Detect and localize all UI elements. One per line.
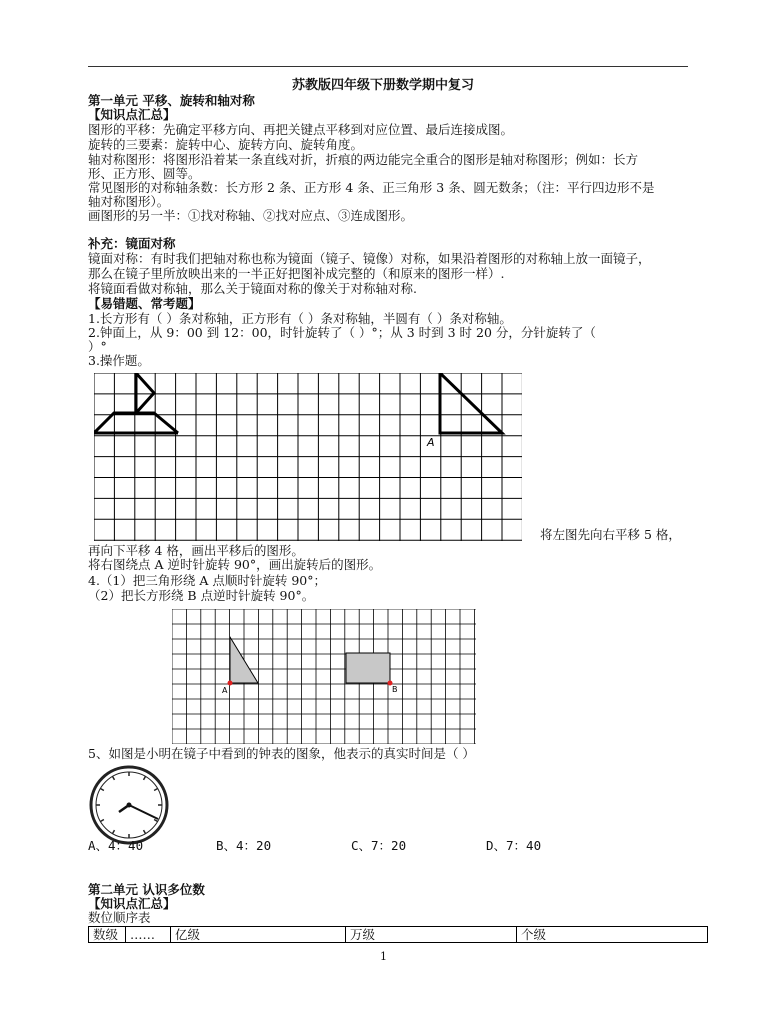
question-1: 1.长方形有（ ）条对称轴，正方形有（ ）条对称轴，半圆有（ ）条对称轴。 — [88, 311, 512, 326]
question-3-line3: 将右图绕点 A 逆时针旋转 90°，画出旋转后的图形。 — [88, 557, 382, 572]
question-4b: （2）把长方形绕 B 点逆时针旋转 90°。 — [88, 588, 315, 603]
supplement-title: 补充：镜面对称 — [88, 236, 176, 251]
knowledge-line: 图形的平移：先确定平移方向、再把关键点平移到对应位置、最后连接成图。 — [88, 122, 514, 137]
point-a-marker — [228, 681, 233, 686]
page-title: 苏教版四年级下册数学期中复习 — [292, 78, 475, 93]
unit2-knowledge-heading: 【知识点汇总】 — [88, 896, 176, 911]
mirror-clock — [88, 764, 170, 846]
rotation-grid — [172, 609, 476, 744]
question-4a: 4.（1）把三角形绕 A 点顺时针旋转 90°； — [88, 573, 326, 588]
supplement-line: 那么在镜子里所放映出来的一半正好把图补成完整的（和原来的图形一样）. — [88, 266, 505, 281]
place-value-table — [88, 926, 708, 943]
place-value-table-caption: 数位顺序表 — [88, 910, 151, 925]
point-a-label: A — [222, 686, 228, 695]
knowledge-line: 旋转的三要素：旋转中心、旋转方向、旋转角度。 — [88, 137, 364, 152]
table-row — [89, 927, 708, 943]
knowledge-line: 画图形的另一半：①找对称轴、②找对应点、③连成图形。 — [88, 208, 414, 223]
option-d: D、7：40 — [486, 838, 542, 853]
right-triangle-shape — [440, 373, 502, 433]
table-cell: 个级 — [517, 927, 708, 943]
table-cell: …… — [126, 927, 171, 943]
question-3-line2: 再向下平移 4 格，画出平移后的图形。 — [88, 543, 304, 558]
header-rule — [88, 66, 688, 67]
unit1-knowledge-heading: 【知识点汇总】 — [88, 107, 176, 122]
unit2-title: 第二单元 认识多位数 — [88, 882, 205, 897]
unit1-title: 第一单元 平移、旋转和轴对称 — [88, 93, 255, 108]
grid-lines — [94, 373, 522, 541]
errors-heading: 【易错题、常考题】 — [88, 296, 201, 311]
option-c: C、7：20 — [351, 838, 407, 853]
supplement-line: 将镜面看做对称轴，那么关于镜面对称的像关于对称轴对称. — [88, 281, 417, 296]
page-number: 1 — [380, 950, 387, 963]
point-b-label: B — [392, 685, 398, 694]
question-2: 2.钟面上，从 9：00 到 12：00，时针旋转了（ ）°；从 3 时到 3 时 20 分，分针旋转了（ — [88, 325, 596, 340]
table-cell: 数级 — [89, 927, 126, 943]
flag-shape — [136, 373, 154, 413]
question-3-side-text: 将左图先向右平移 5 格， — [540, 527, 681, 542]
knowledge-line: 轴对称图形：将图形沿着某一条直线对折，折痕的两边能完全重合的图形是轴对称图形；例如：长方 — [88, 152, 639, 167]
translation-grid — [94, 373, 522, 541]
question-2-cont: ）° — [88, 339, 107, 354]
table-cell: 万级 — [346, 927, 517, 943]
supplement-line: 镜面对称：有时我们把轴对称也称为镜面（镜子、镜像）对称，如果沿着图形的对称轴上放一面镜子， — [88, 251, 651, 266]
option-b: B、4：20 — [216, 838, 272, 853]
boat-shape — [94, 413, 178, 433]
option-a: A、4：40 — [88, 838, 144, 853]
point-a-label: A — [427, 436, 435, 449]
table-cell: 亿级 — [171, 927, 346, 943]
clock-center — [127, 803, 132, 808]
knowledge-line: 形、正方形、圆等。 — [88, 166, 201, 181]
grid-lines — [172, 609, 476, 744]
rectangle-shape — [346, 653, 390, 683]
question-3: 3.操作题。 — [88, 353, 150, 368]
knowledge-line: 轴对称图形）。 — [88, 194, 170, 209]
knowledge-line: 常见图形的对称轴条数：长方形 2 条、正方形 4 条、正三角形 3 条、圆无数条；（注：平行四边形不是 — [88, 180, 655, 195]
question-5: 5、如图是小明在镜子中看到的钟表的图象，他表示的真实时间是（ ） — [88, 746, 475, 761]
